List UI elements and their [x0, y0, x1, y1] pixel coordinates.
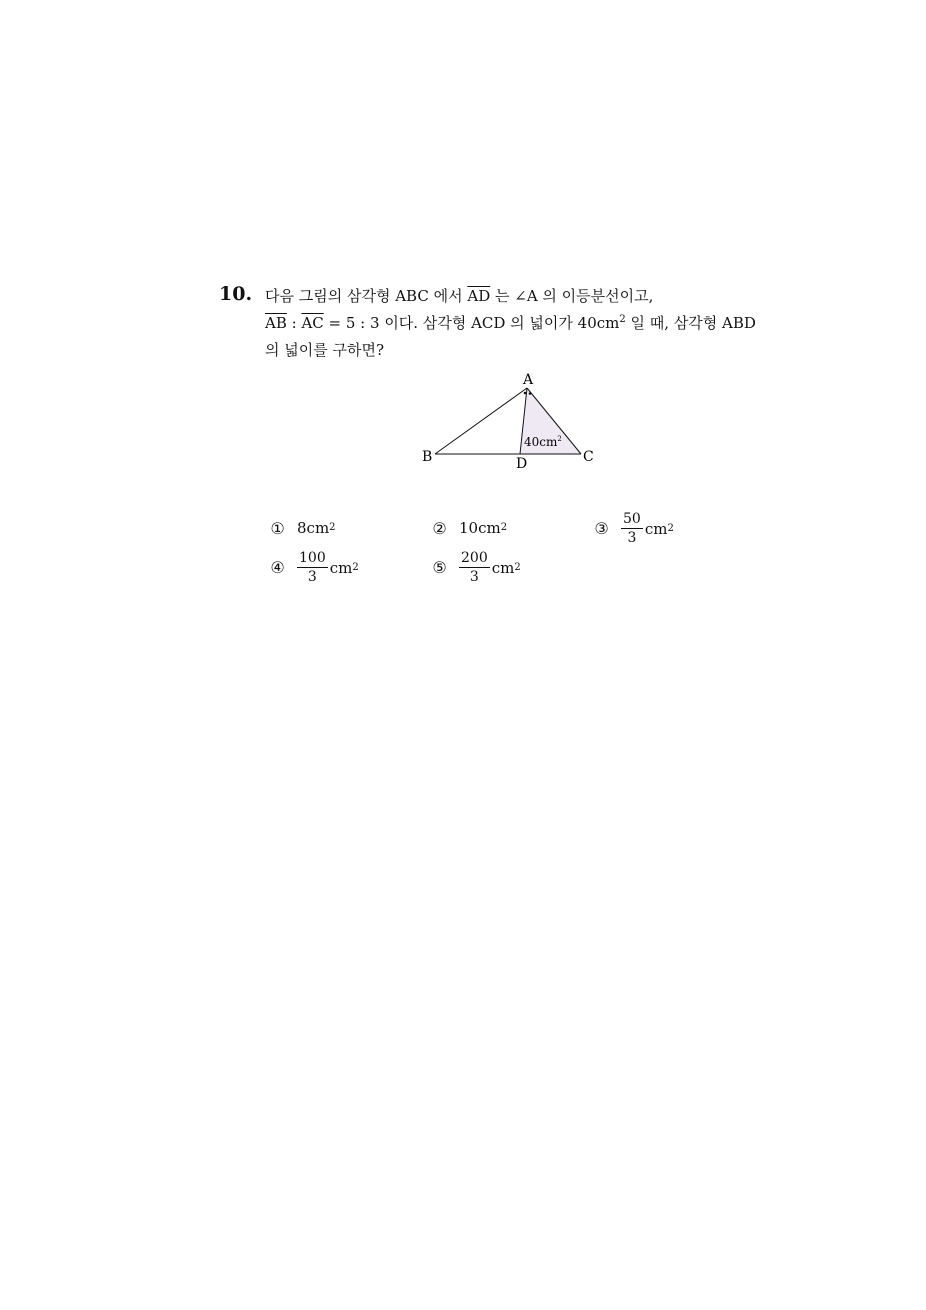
question-text: 는 ∠A 의 이등분선이고,: [490, 287, 654, 305]
triangle-figure: [400, 365, 610, 475]
question-line-2: [265, 313, 756, 333]
choice-text: 10cm: [459, 519, 501, 537]
label-d: D: [516, 456, 528, 472]
fraction-denominator: 3: [307, 569, 317, 585]
choice-mark: ②: [432, 518, 447, 538]
segment-ad: $\overline{AD}$: [467, 287, 491, 305]
fraction: [297, 550, 328, 585]
label-c: C: [583, 449, 594, 465]
choice-text: cm: [491, 558, 515, 577]
angle-mark-dot: [524, 392, 527, 395]
ratio-colon: :: [286, 314, 302, 332]
choice-mark: ⑤: [432, 558, 447, 577]
fraction-numerator: 100: [299, 550, 326, 566]
choice-text: 8cm: [297, 519, 330, 537]
question-line-1: [265, 286, 653, 306]
question-text: = 5 : 3 이다. 삼각형 ACD 의 넓이가 40cm: [323, 314, 620, 332]
segment-ab: $\overline{AB}$: [265, 314, 287, 332]
choice-2[interactable]: ② 10cm 2: [432, 518, 508, 538]
area-value: 40cm: [524, 435, 558, 449]
segment-ac: $\overline{AC}$: [301, 314, 324, 332]
fraction-numerator: 200: [461, 550, 488, 566]
label-a: A: [523, 372, 534, 388]
area-superscript: 2: [557, 435, 562, 443]
choice-3[interactable]: ③ $\frac{50}{3}$ cm 2: [594, 511, 674, 546]
choice-mark: ④: [270, 558, 285, 577]
question-text: 일 때, 삼각형 ABD: [625, 314, 756, 332]
fraction-numerator: 50: [623, 511, 641, 527]
choice-4[interactable]: ④ $\frac{100}{3}$ cm 2: [270, 550, 359, 585]
label-b: B: [422, 449, 433, 465]
fraction-denominator: 3: [469, 569, 479, 585]
side-ab: [435, 388, 527, 454]
choice-mark: ①: [270, 518, 285, 538]
question-number: 10.: [219, 283, 253, 305]
question-line-3: 의 넓이를 구하면?: [265, 341, 385, 359]
fraction: [459, 550, 490, 585]
superscript: 2: [619, 314, 626, 325]
choice-text: cm: [329, 558, 353, 577]
area-label: [524, 435, 562, 449]
choice-1[interactable]: ① 8cm 2: [270, 518, 336, 538]
choice-5[interactable]: ⑤ $\frac{200}{3}$ cm 2: [432, 550, 521, 585]
fraction: [621, 511, 643, 546]
choice-mark: ③: [594, 519, 609, 538]
choice-text: cm: [644, 519, 668, 538]
angle-mark-dot: [529, 392, 532, 395]
question-text: 다음 그림의 삼각형 ABC 에서: [265, 287, 468, 305]
fraction-denominator: 3: [627, 530, 637, 546]
